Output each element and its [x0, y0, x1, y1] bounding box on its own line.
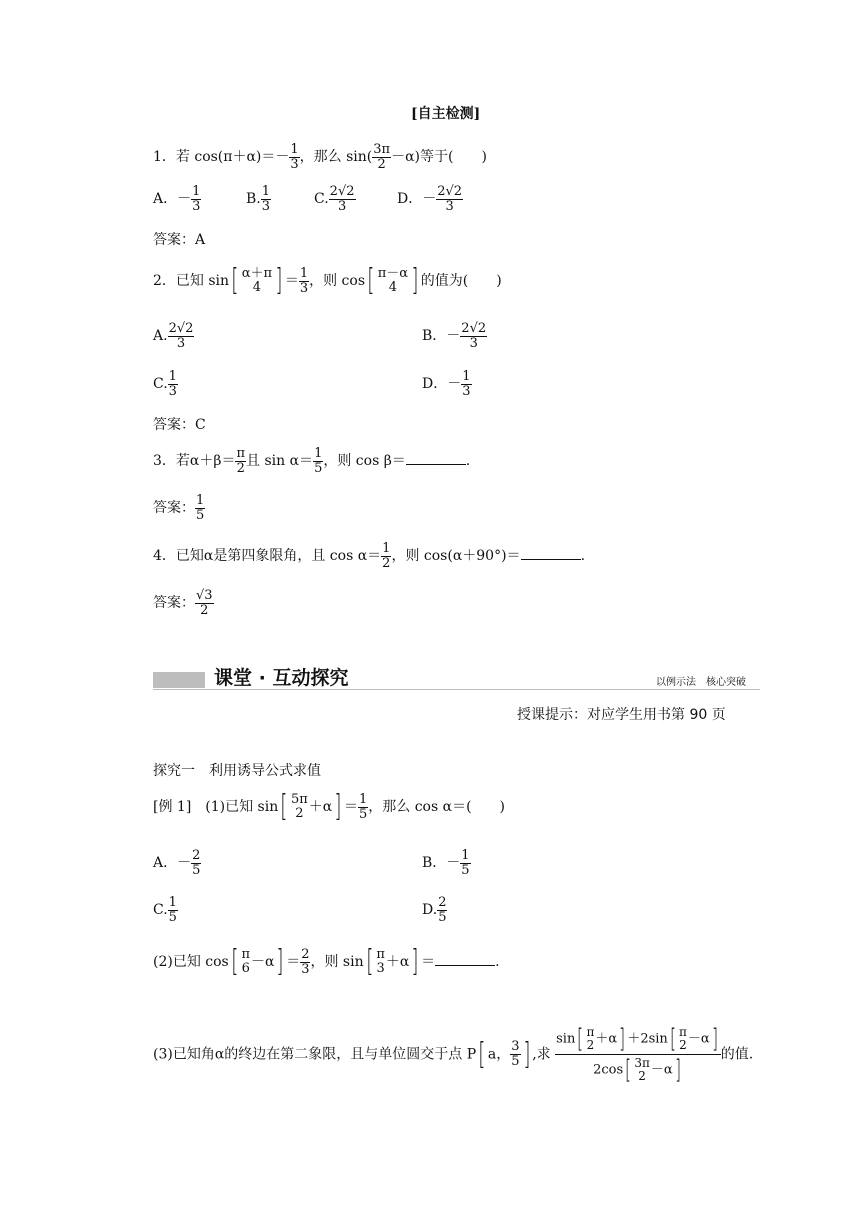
section-bar: [153, 672, 205, 688]
q1-option-a: A．－ $\frac{1}{3}$: [153, 184, 201, 214]
q1-text-b: ，那么 sin(: [299, 149, 373, 166]
explore-title: 探究一 利用诱导公式求值: [153, 763, 321, 779]
teaching-hint: 授课提示：对应学生用书第 90 页: [517, 707, 726, 723]
q2-answer: 答案：C: [153, 417, 206, 433]
q4-blank: [521, 547, 581, 560]
question-2: 2．已知 sin[ α＋π 4 ] ＝ $\frac{1}{3}$ ，则 cos[ π－α 4 ] 的值为( ): [153, 263, 502, 298]
ex1-option-b: B．－ $\frac{1}{5}$: [422, 848, 470, 878]
q1-option-c: C. $\frac{2√2}{3}$: [314, 184, 355, 214]
q2-option-b: B．－ $\frac{2√2}{3}$: [422, 321, 487, 351]
section-divider: [153, 689, 760, 690]
ex1-option-a: A．－ $\frac{2}{5}$: [153, 848, 201, 878]
question-1: [153, 143, 487, 171]
q1-option-b: B. $\frac{1}{3}$: [246, 184, 271, 214]
q1-text-c: －α)等于( ): [391, 149, 487, 166]
question-4: 4．已知α是第四象限角，且 cos α＝ $\frac{1}{2}$ ，则 cos(α＋90°)＝ .: [153, 541, 586, 571]
q1-frac-2: $\frac{3\pi}{2}$: [373, 142, 391, 172]
q1-option-d: D．－ $\frac{2√2}{3}$: [397, 184, 463, 214]
section-heading: [自主检测]: [411, 106, 481, 122]
ex1-option-c: C. $\frac{1}{5}$: [153, 895, 177, 925]
q4-answer: 答案： $\frac{√3}{2}$: [153, 588, 213, 618]
ex1-option-d: D. $\frac{2}{5}$: [422, 895, 447, 925]
question-3: 3．若α＋β＝ $\frac{\pi}{2}$ 且 sin α＝ $\frac{1}{5}$ ，则 cos β＝ .: [153, 446, 471, 476]
q2-option-d: D．－ $\frac{1}{3}$: [422, 369, 471, 399]
example-1-part-1: [例 1] (1)已知 sin[ 5π 2 ＋α] ＝ $\frac{1}{5}$ ，那么 cos α＝( ): [153, 789, 505, 824]
section-tagline: 以例示法 核心突破: [656, 677, 746, 688]
ex3-big-fraction: sin[ π 2 ＋α] ＋2sin[ π 2 －α] 2cos[ 3π 2 －α]: [555, 1026, 721, 1083]
q1-frac-1: $\frac{1}{3}$: [290, 142, 299, 172]
q2-option-c: C. $\frac{1}{3}$: [153, 369, 177, 399]
q3-blank: [406, 452, 466, 465]
q1-text-a: 1．若 cos(π＋α)＝－: [153, 149, 290, 166]
q1-answer: 答案：A: [153, 232, 206, 248]
q2-option-a: A. $\frac{2√2}{3}$: [153, 321, 194, 351]
q3-answer: 答案： $\frac{1}{5}$: [153, 493, 205, 523]
example-1-part-2: (2)已知 cos[ π 6 －α] ＝ $\frac{2}{3}$ ，则 sin[ π 3 ＋α] ＝ .: [153, 944, 500, 979]
section-title: 课堂 · 互动探究: [214, 667, 349, 689]
example-1-part-3: (3)已知角α的终边在第二象限，且与单位圆交于点 P[ a， $\frac{3}{5}$ ] ,求 sin[ π 2 ＋α] ＋2sin[ π 2 －α] 2cos[ 3π 2 －α] 的值.: [153, 1024, 754, 1085]
ex2-blank: [435, 953, 495, 966]
